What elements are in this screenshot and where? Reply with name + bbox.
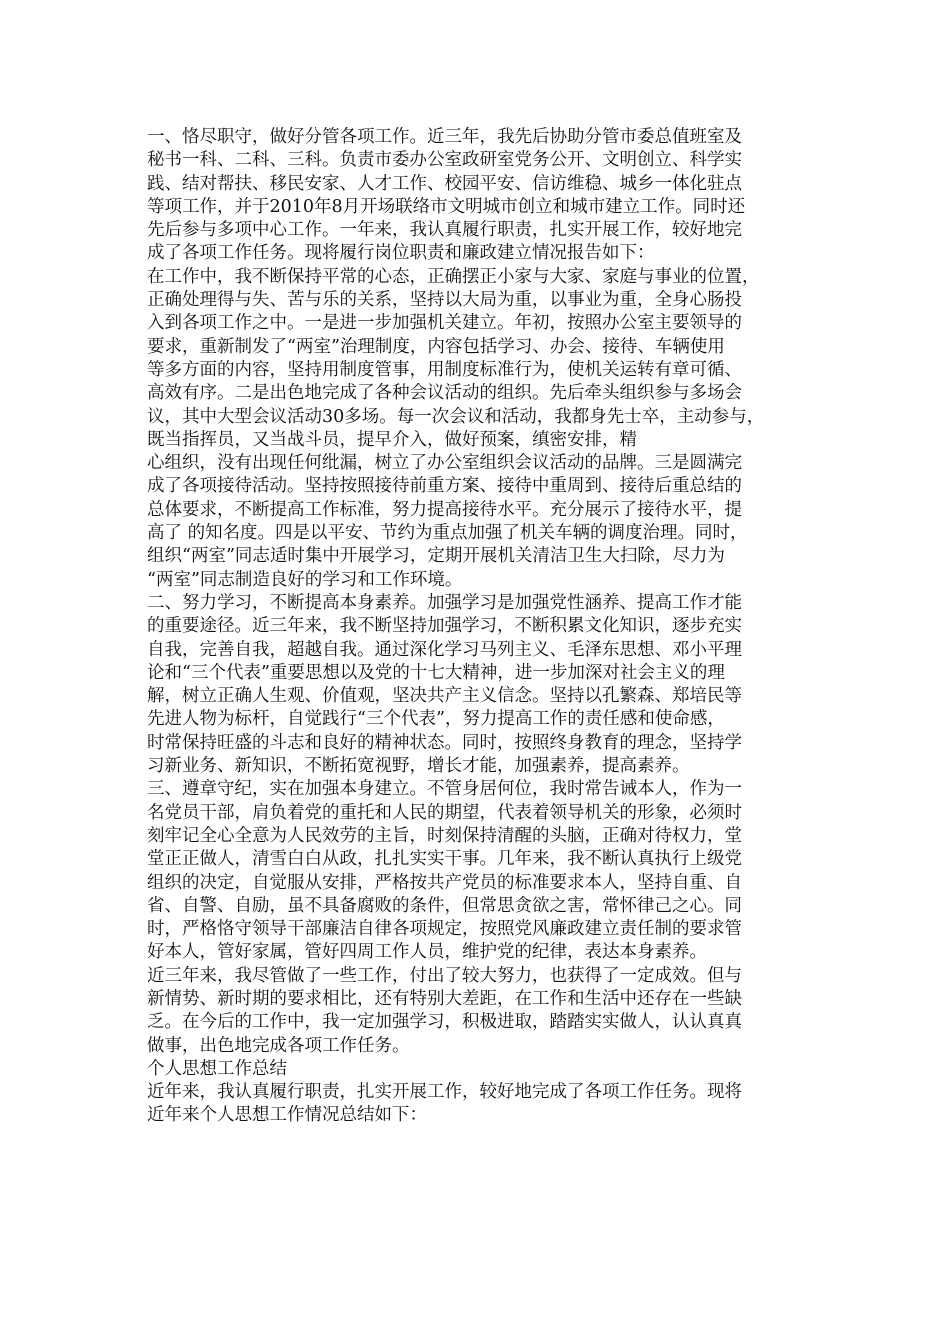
text-line: 省、自警、自励，虽不具备腐败的条件，但常思贪欲之害，常怀律己之心。同 xyxy=(147,895,742,916)
paragraph-5 xyxy=(147,778,812,964)
text-line: 时常保持旺盛的斗志和良好的精神状态。同时，按照终身教育的理念，坚持学 xyxy=(147,732,742,753)
section-heading xyxy=(147,1058,812,1081)
paragraph-7 xyxy=(147,1081,812,1128)
paragraph-1 xyxy=(147,126,812,266)
text-line: 一、恪尽职守，做好分管各项工作。近三年，我先后协助分管市委总值班室及 xyxy=(147,127,742,147)
text-line: 等项工作，并于2010年8月开场联络市文明城市创立和城市建立工作。同时还 xyxy=(147,196,746,217)
text-line: 解，树立正确人生观、价值观，坚决共产主义信念。坚持以孔繁森、郑培民等 xyxy=(147,686,742,707)
text-line: 先进人物为标杆，自觉践行“三个代表”，努力提高工作的责任感和使命感， xyxy=(147,709,725,730)
text-line: 名党员干部，肩负着党的重托和人民的期望，代表着领导机关的形象，必须时 xyxy=(147,802,742,823)
text-line: 时，严格恪守领导干部廉洁自律各项规定，按照党风廉政建立责任制的要求管 xyxy=(147,919,742,940)
document-page xyxy=(147,126,812,1128)
text-line: 组织的决定，自觉服从安排，严格按共产党员的标准要求本人，坚持自重、自 xyxy=(147,872,742,893)
text-line: 刻牢记全心全意为人民效劳的主旨，时刻保持清醒的头脑，正确对待权力，堂 xyxy=(147,825,742,846)
text-line: 论和“三个代表”重要思想以及党的十七大精神，进一步加深对社会主义的理 xyxy=(147,662,725,683)
heading-line: 个人思想工作总结 xyxy=(147,1058,287,1079)
text-line: 近三年来，我尽管做了一些工作，付出了较大努力，也获得了一定成效。但与 xyxy=(147,965,742,986)
text-line: 做事，出色地完成各项工作任务。 xyxy=(147,1035,410,1056)
text-line: 正确处理得与失、苦与乐的关系，坚持以大局为重，以事业为重，全身心肠投 xyxy=(147,290,742,311)
text-line: 入到各项工作之中。一是进一步加强机关建立。年初，按照办公室主要领导的 xyxy=(147,313,742,334)
text-line: 成了各项工作任务。现将履行岗位职责和廉政建立情况报告如下： xyxy=(147,243,655,264)
text-line: 乏。在今后的工作中，我一定加强学习，积极进取，踏踏实实做人，认认真真 xyxy=(147,1012,742,1033)
text-line: 的重要途径。近三年来，我不断坚持加强学习，不断积累文化知识，逐步充实 xyxy=(147,616,742,637)
text-line: 堂正正做人，清雪白白从政，扎扎实实干事。几年来，我不断认真执行上级党 xyxy=(147,849,742,870)
text-line: 等多方面的内容，坚持用制度管事，用制度标准行为，使机关运转有章可循、 xyxy=(147,359,742,380)
text-line: 践、结对帮扶、移民安家、人才工作、校园平安、信访维稳、城乡一体化驻点 xyxy=(147,173,742,194)
text-line: 既当指挥员，又当战斗员，提早介入，做好预案，缜密安排，精 xyxy=(147,429,637,450)
text-line: 好本人，管好家属，管好四周工作人员，维护党的纪律，表达本身素养。 xyxy=(147,942,707,963)
text-line: 先后参与多项中心工作。一年来，我认真履行职责，扎实开展工作，较好地完 xyxy=(147,220,742,241)
paragraph-3 xyxy=(147,452,812,592)
text-line: 高效有序。二是出色地完成了各种会议活动的组织。先后牵头组织参与多场会 xyxy=(147,383,742,404)
paragraph-6 xyxy=(147,965,812,1058)
text-line: 高了 的知名度。四是以平安、节约为重点加强了机关车辆的调度治理。同时， xyxy=(147,523,748,544)
text-line: 组织“两室”同志适时集中开展学习，定期开展机关清洁卫生大扫除，尽力为 xyxy=(147,546,725,567)
text-line: 秘书一科、二科、三科。负责市委办公室政研室党务公开、文明创立、科学实 xyxy=(147,150,742,171)
text-line: 近年来，我认真履行职责，扎实开展工作，较好地完成了各项工作任务。现将 xyxy=(147,1082,742,1103)
text-line: 在工作中，我不断保持平常的心态，正确摆正小家与大家、家庭与事业的位置， xyxy=(147,266,760,287)
text-line: 新情势、新时期的要求相比，还有特别大差距，在工作和生活中还存在一些缺 xyxy=(147,988,742,1009)
text-line: 成了各项接待活动。坚持按照接待前重方案、接待中重周到、接待后重总结的 xyxy=(147,476,742,497)
text-line: 总体要求，不断提高工作标准，努力提高接待水平。充分展示了接待水平，提 xyxy=(147,499,742,520)
text-line: 自我，完善自我，超越自我。通过深化学习马列主义、毛泽东思想、邓小平理 xyxy=(147,639,742,660)
text-line: 二、努力学习，不断提高本身素养。加强学习是加强党性涵养、提高工作才能 xyxy=(147,592,742,613)
text-line: 三、遵章守纪，实在加强本身建立。不管身居何位，我时常告诫本人，作为一 xyxy=(147,779,742,800)
paragraph-2 xyxy=(147,266,812,452)
text-line: 习新业务、新知识，不断拓宽视野，增长才能，加强素养，提高素养。 xyxy=(147,756,690,777)
text-line: 要求，重新制发了“两室”治理制度，内容包括学习、办会、接待、车辆使用 xyxy=(147,336,725,357)
text-line: 议，其中大型会议活动30多场。每一次会议和活动，我都身先士卒，主动参与， xyxy=(147,406,765,427)
paragraph-4 xyxy=(147,592,812,778)
text-line: “两室”同志制造良好的学习和工作环境。 xyxy=(147,569,463,590)
text-line: 近年来个人思想工作情况总结如下： xyxy=(147,1105,427,1126)
text-line: 心组织，没有出现任何纰漏，树立了办公室组织会议活动的品牌。三是圆满完 xyxy=(147,453,742,474)
